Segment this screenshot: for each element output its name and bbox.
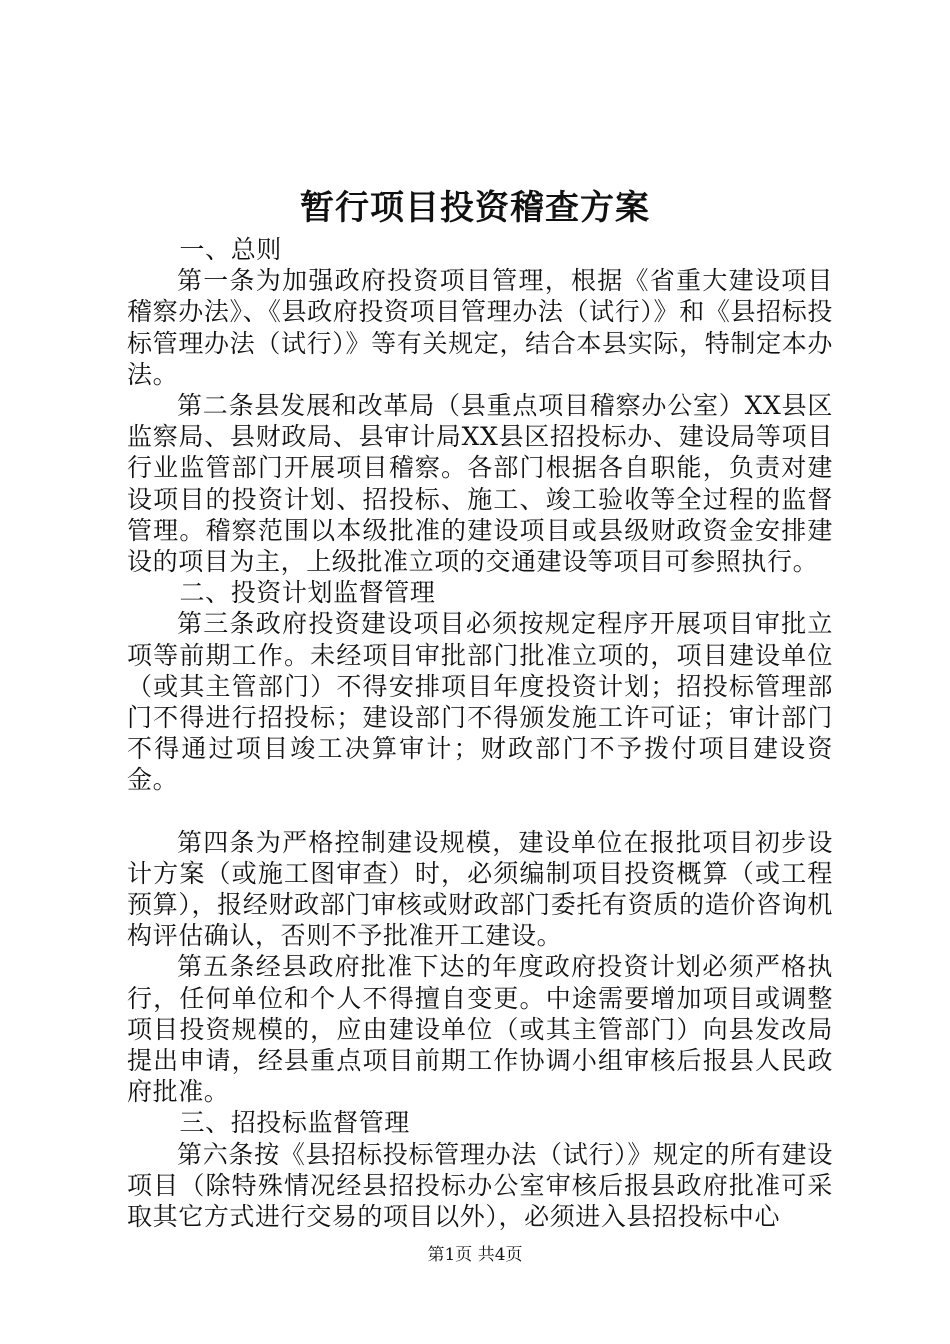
- paragraph: 第三条政府投资建设项目必须按规定程序开展项目审批立项等前期工作。未经项目审批部门批准立项的，项目建设单位（或其主管部门）不得安排项目年度投资计划；招投标管理部门不得进行招投标；建设部门不得颁发施工许可证；审计部门不得通过项目竣工决算审计；财政部门不予拨付项目建设资金。: [127, 609, 833, 795]
- paragraph: 第五条经县政府批准下达的年度政府投资计划必须严格执行，任何单位和个人不得擅自变更。中途需要增加项目或调整项目投资规模的，应由建设单位（或其主管部门）向县发改局提出申请，经县重点项目前期工作协调小组审核后报县人民政府批准。: [127, 952, 833, 1107]
- section-heading: 一、总则: [179, 235, 282, 264]
- section-heading: 二、投资计划监督管理: [179, 578, 436, 608]
- paragraph: 第四条为严格控制建设规模，建设单位在报批项目初步设计方案（或施工图审查）时，必须编制项目投资概算（或工程预算），报经财政部门审核或财政部门委托有资质的造价咨询机构评估确认，否则不予批准开工建设。: [127, 827, 833, 951]
- paragraph: 第六条按《县招标投标管理办法（试行）》规定的所有建设项目（除特殊情况经县招投标办公室审核后报县政府批准可采取其它方式进行交易的项目以外），必须进入县招投标中心: [127, 1139, 833, 1232]
- paragraph: 第二条县发展和改革局（县重点项目稽察办公室）XX县区监察局、县财政局、县审计局XX县区招投标办、建设局等项目行业监管部门开展项目稽察。各部门根据各自职能，负责对建设项目的投资计划、招投标、施工、竣工验收等全过程的监督管理。稽察范围以本级批准的建设项目或县级财政资金安排建设的项目为主，上级批准立项的交通建设等项目可参照执行。: [127, 391, 833, 577]
- page-number-footer: 第1页 共4页: [427, 1245, 523, 1265]
- document-title: 暂行项目投资稽查方案: [300, 188, 650, 228]
- section-heading: 三、招投标监督管理: [179, 1108, 410, 1138]
- paragraph: 第一条为加强政府投资项目管理，根据《省重大建设项目稽察办法》、《县政府投资项目管理办法（试行）》和《县招标投标管理办法（试行）》等有关规定，结合本县实际，特制定本办法。: [127, 266, 833, 389]
- document-body: [127, 234, 833, 1232]
